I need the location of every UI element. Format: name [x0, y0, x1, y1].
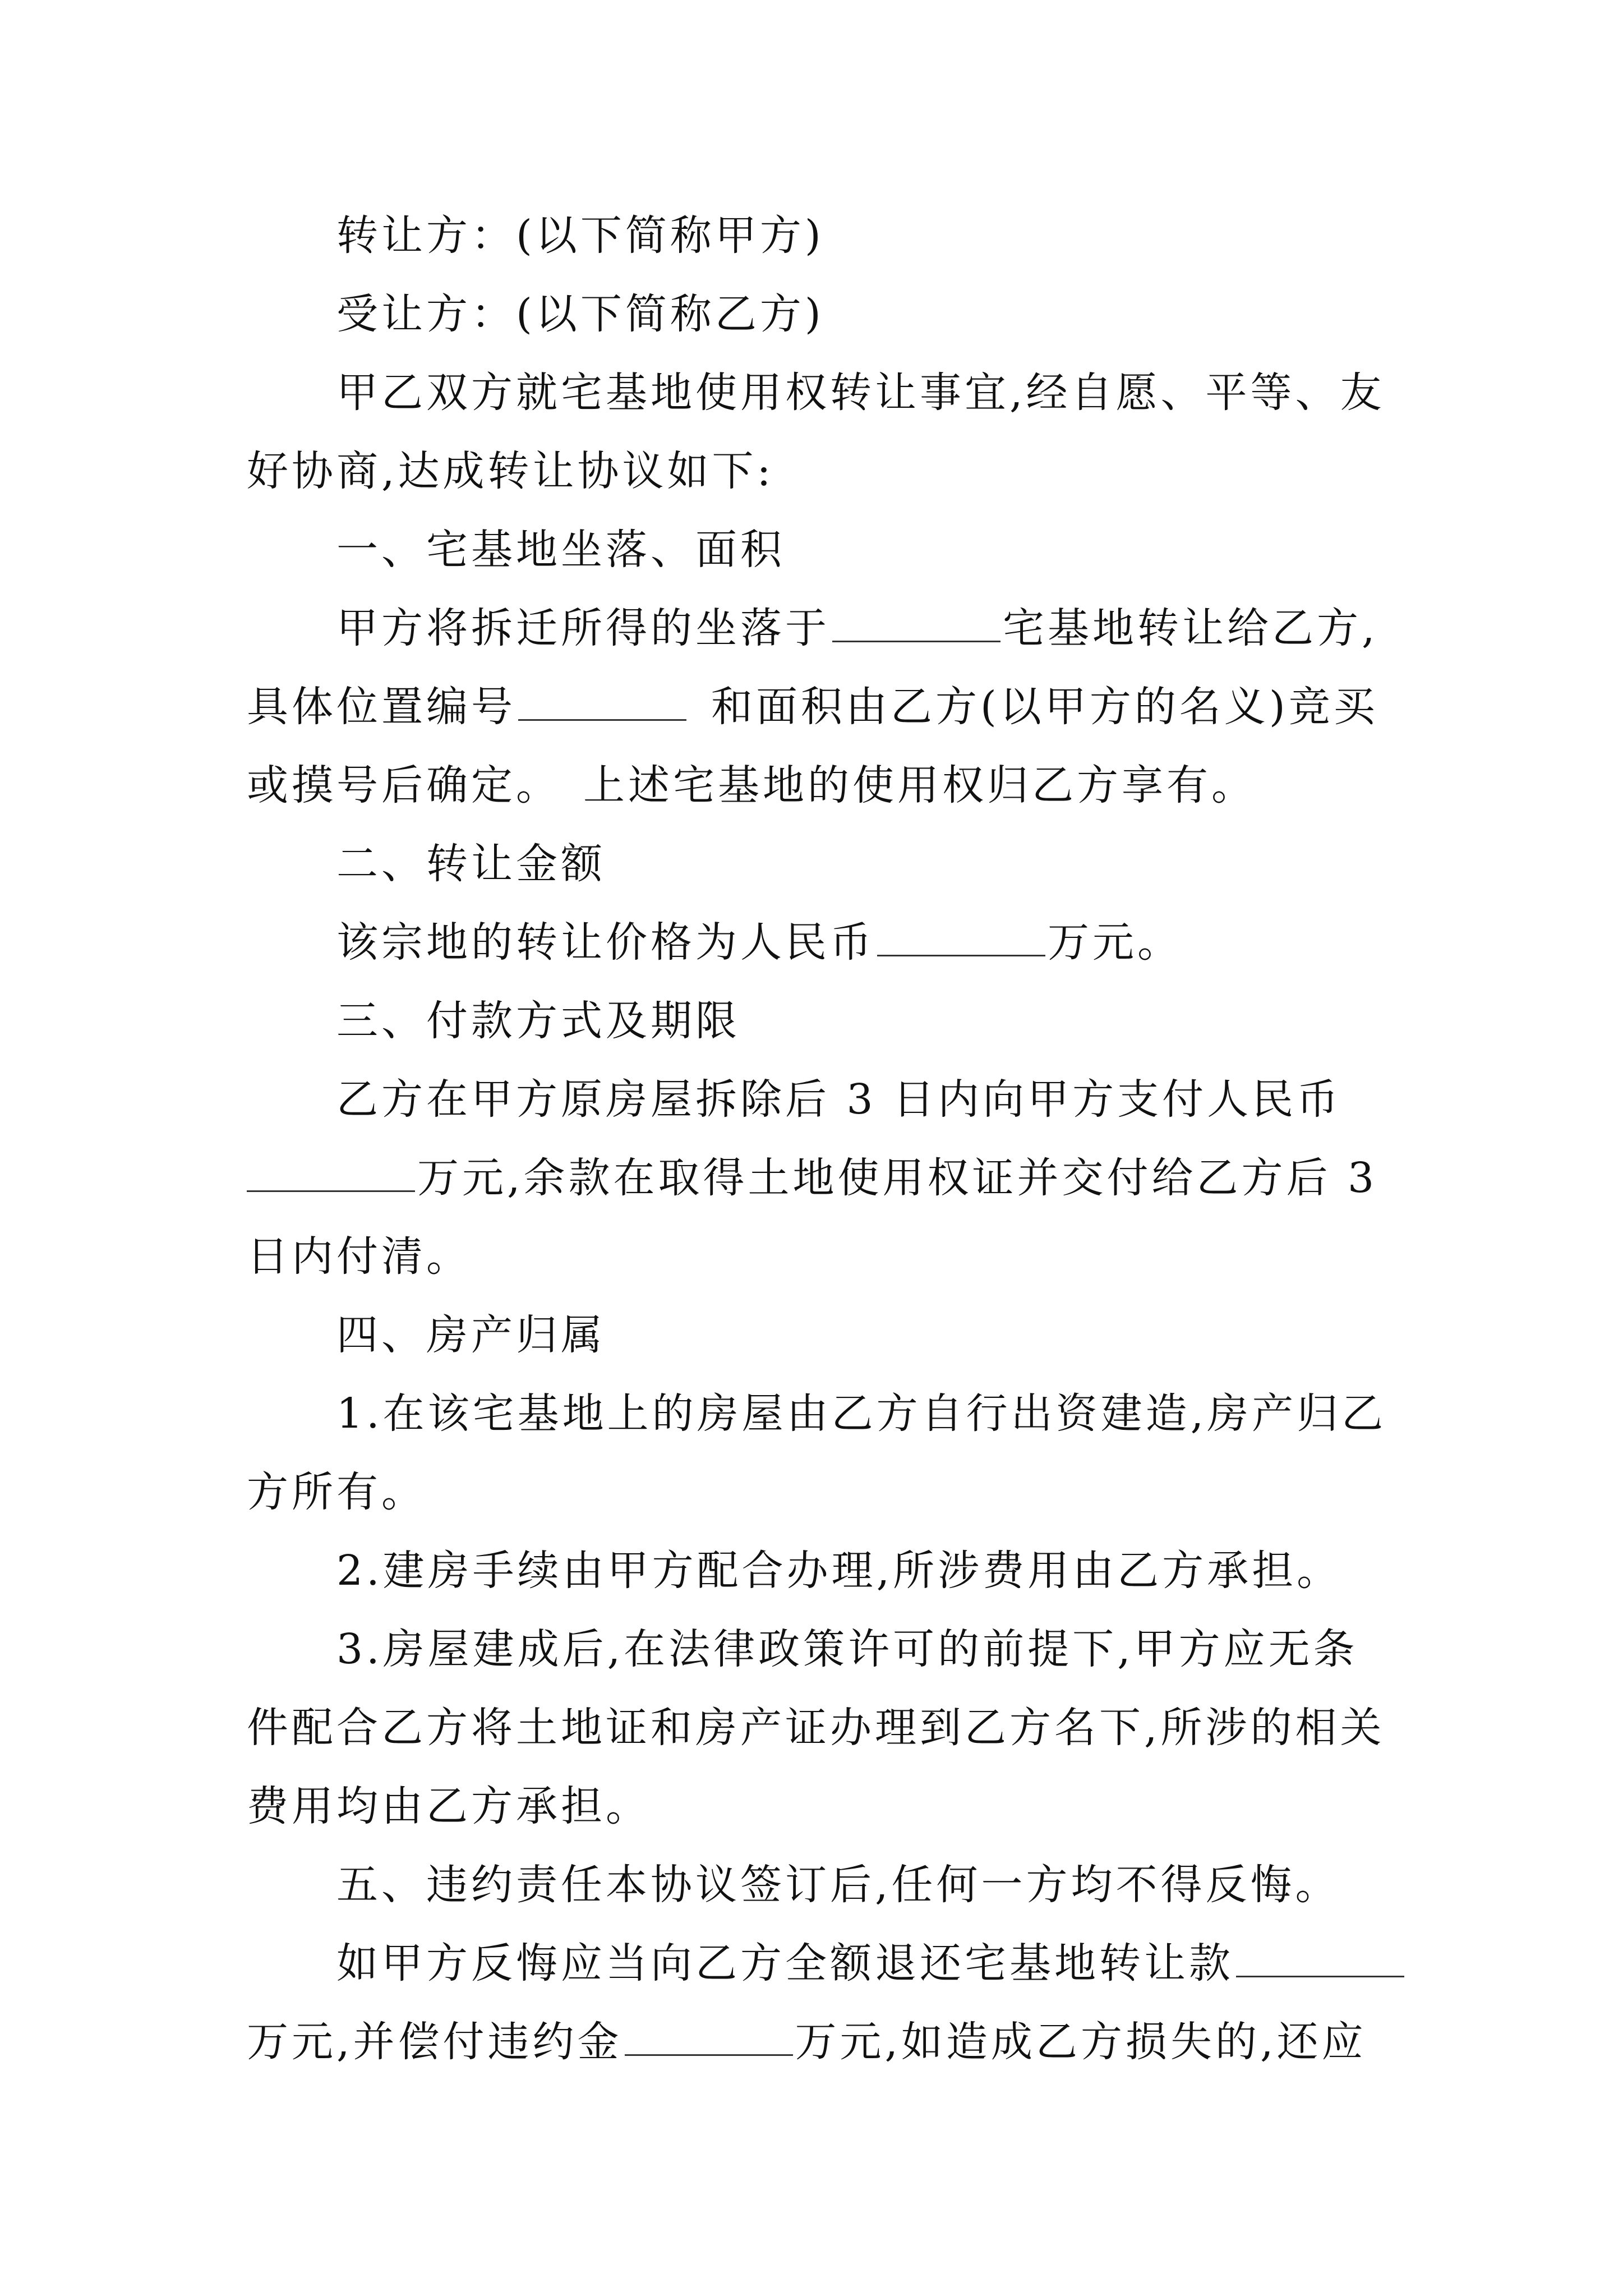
section-3-line-3: 日内付清。 — [247, 1232, 471, 1281]
section-5-heading: 五、违约责任本协议签订后,任何一方均不得反悔。 — [336, 1861, 1340, 1909]
text-span: 甲方将拆迁所得的坐落于 — [336, 604, 830, 652]
text-span: 万元,余款在取得土地使用权证并交付给乙方后 3 — [417, 1154, 1378, 1202]
section-1-paragraph-line-1 — [247, 589, 1385, 668]
penalty-blank — [625, 2015, 793, 2056]
section-4-item-3-line-2: 件配合乙方将土地证和房产证办理到乙方名下,所涉的相关 — [247, 1704, 1385, 1752]
text-span: 万元。 — [1048, 918, 1182, 967]
payment-blank — [247, 1151, 415, 1192]
section-4-item-3-line-3: 费用均由乙方承担。 — [247, 1782, 651, 1830]
text-span: 或摸号后确定。 — [247, 761, 561, 809]
section-5-line-1 — [247, 1924, 1385, 2003]
refund-blank — [1236, 1936, 1404, 1977]
section-1-heading: 一、宅基地坐落、面积 — [336, 526, 785, 574]
section-1-paragraph-line-2 — [247, 668, 1385, 746]
section-5-line-2 — [247, 2003, 1385, 2081]
text-span: 具体位置编号 — [247, 683, 516, 731]
section-3-line-1: 乙方在甲方原房屋拆除后 3 日内向甲方支付人民币 — [336, 1075, 1342, 1124]
section-4-item-1-line-2: 方所有。 — [247, 1468, 426, 1516]
section-4-item-3-line-1: 3.房屋建成后,在法律政策许可的前提下,甲方应无条 — [336, 1625, 1358, 1673]
text-span: 和面积由乙方(以甲方的名义)竞买 — [711, 683, 1378, 731]
section-3-line-2 — [247, 1139, 1385, 1217]
text-span: 宅基地转让给乙方, — [1003, 604, 1378, 652]
section-3-heading: 三、付款方式及期限 — [336, 997, 740, 1045]
text-span: 如甲方反悔应当向乙方全额退还宅基地转让款 — [336, 1939, 1234, 1987]
section-1-paragraph-line-3 — [247, 746, 1385, 825]
text-span: 该宗地的转让价格为人民币 — [336, 918, 875, 967]
transferee-line: 受让方：(以下简称乙方) — [336, 290, 824, 338]
section-2-heading: 二、转让金额 — [336, 840, 606, 888]
text-span: 万元,如造成乙方损失的,还应 — [795, 2018, 1367, 2066]
transferor-line: 转让方：(以下简称甲方) — [336, 211, 824, 260]
section-2-paragraph — [247, 903, 1385, 982]
position-number-blank — [518, 680, 686, 721]
section-4-item-1-line-1: 1.在该宅基地上的房屋由乙方自行出资建造,房产归乙 — [336, 1389, 1387, 1438]
intro-line-2: 好协商,达成转让协议如下: — [247, 447, 774, 495]
intro-line-1: 甲乙双方就宅基地使用权转让事宜,经自愿、平等、友 — [336, 369, 1385, 417]
document-page — [247, 196, 1385, 2081]
location-blank — [832, 601, 1000, 642]
text-span: 上述宅基地的使用权归乙方享有。 — [583, 761, 1256, 809]
price-blank — [877, 915, 1045, 956]
section-4-heading: 四、房产归属 — [336, 1311, 606, 1359]
text-span: 万元,并偿付违约金 — [247, 2018, 623, 2066]
section-4-item-2: 2.建房手续由甲方配合办理,所涉费用由乙方承担。 — [336, 1547, 1342, 1595]
